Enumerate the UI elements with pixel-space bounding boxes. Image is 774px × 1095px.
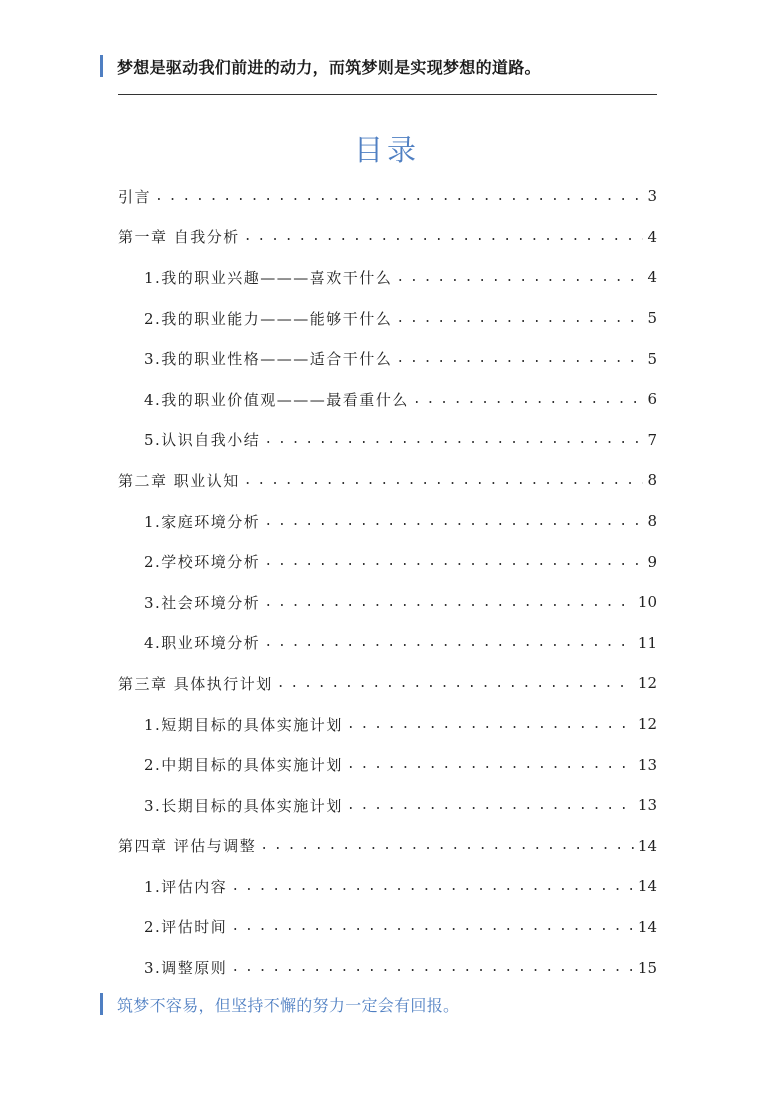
toc-entry-2-1[interactable] xyxy=(118,501,657,542)
toc-dot-leader xyxy=(244,229,644,244)
toc-entry-label: 1.我的职业兴趣———喜欢干什么 xyxy=(144,268,393,287)
toc-dot-leader xyxy=(413,392,644,407)
toc-entry-label: 1.评估内容 xyxy=(144,877,228,896)
toc-entry-1-4[interactable] xyxy=(118,379,657,420)
toc-entry-1-5[interactable] xyxy=(118,420,657,461)
toc-dot-leader xyxy=(264,432,643,447)
toc-dot-leader xyxy=(396,311,643,326)
toc-entry-label: 第一章 自我分析 xyxy=(118,228,240,247)
footer-quote xyxy=(100,991,459,1017)
toc-dot-leader xyxy=(396,270,643,285)
toc-dot-leader xyxy=(347,717,634,732)
toc-entry-label: 2.评估时间 xyxy=(144,918,228,937)
toc-entry-3-2[interactable] xyxy=(118,744,657,785)
toc-entry-page: 12 xyxy=(637,674,657,693)
toc-dot-leader xyxy=(264,635,634,650)
toc-entry-label: 4.我的职业价值观———最看重什么 xyxy=(144,390,409,409)
toc-entry-label: 1.家庭环境分析 xyxy=(144,512,261,531)
toc-entry-chapter-4[interactable] xyxy=(118,826,657,867)
toc-entry-label: 2.学校环境分析 xyxy=(144,553,261,572)
toc-entry-page: 6 xyxy=(647,390,657,409)
toc-entry-label: 3.调整原则 xyxy=(144,959,228,978)
toc-dot-leader xyxy=(347,798,634,813)
toc-dot-leader xyxy=(347,757,634,772)
toc-dot-leader xyxy=(231,919,634,934)
header-divider xyxy=(118,94,657,95)
toc-dot-leader xyxy=(264,514,643,529)
toc-entry-page: 4 xyxy=(647,268,657,287)
toc-entry-page: 8 xyxy=(647,471,657,490)
toc-entry-1-3[interactable] xyxy=(118,338,657,379)
toc-dot-leader xyxy=(396,351,643,366)
toc-dot-leader xyxy=(264,554,643,569)
toc-entry-page: 4 xyxy=(647,227,657,246)
toc-entry-label: 2.中期目标的具体实施计划 xyxy=(144,756,343,775)
footer-quote-text: 筑梦不容易，但坚持不懈的努力一定会有回报。 xyxy=(117,995,460,1015)
toc-entry-label: 3.我的职业性格———适合干什么 xyxy=(144,350,393,369)
toc-dot-leader xyxy=(260,838,634,853)
toc-entry-page: 13 xyxy=(637,755,657,774)
toc-entry-1-1[interactable] xyxy=(118,257,657,298)
toc-entry-2-3[interactable] xyxy=(118,582,657,623)
toc-entry-chapter-3[interactable] xyxy=(118,663,657,704)
toc-entry-label: 3.长期目标的具体实施计划 xyxy=(144,796,343,815)
toc-entry-page: 8 xyxy=(647,512,657,531)
toc-entry-chapter-1[interactable] xyxy=(118,217,657,258)
toc-entry-page: 13 xyxy=(637,796,657,815)
toc-entry-label: 2.我的职业能力———能够干什么 xyxy=(144,309,393,328)
footer-accent-bar xyxy=(100,993,103,1015)
toc-entry-page: 11 xyxy=(637,633,657,652)
toc-entry-intro[interactable] xyxy=(118,176,657,217)
toc-entry-page: 7 xyxy=(647,430,657,449)
toc-entry-chapter-2[interactable] xyxy=(118,460,657,501)
toc-entry-page: 14 xyxy=(637,836,657,855)
toc-dot-leader xyxy=(231,960,634,975)
header-accent-bar xyxy=(100,55,103,77)
toc-dot-leader xyxy=(264,595,634,610)
toc-entry-page: 3 xyxy=(647,187,657,206)
toc-entry-label: 1.短期目标的具体实施计划 xyxy=(144,715,343,734)
toc-entry-3-3[interactable] xyxy=(118,785,657,826)
toc-entry-label: 引言 xyxy=(118,187,152,206)
toc-entry-label: 3.社会环境分析 xyxy=(144,593,261,612)
toc-dot-leader xyxy=(231,879,634,894)
toc-entry-4-2[interactable] xyxy=(118,907,657,948)
toc-entry-4-3[interactable] xyxy=(118,947,657,988)
toc-entry-page: 5 xyxy=(647,309,657,328)
toc-entry-4-1[interactable] xyxy=(118,866,657,907)
toc-dot-leader xyxy=(155,189,643,204)
toc-entry-3-1[interactable] xyxy=(118,704,657,745)
toc-entry-2-2[interactable] xyxy=(118,541,657,582)
toc-entry-label: 第四章 评估与调整 xyxy=(118,837,257,856)
toc-entry-page: 9 xyxy=(647,552,657,571)
toc-entry-label: 5.认识自我小结 xyxy=(144,431,261,450)
toc-entry-page: 5 xyxy=(647,349,657,368)
toc-entry-page: 14 xyxy=(637,917,657,936)
table-of-contents xyxy=(118,176,657,988)
toc-dot-leader xyxy=(277,676,634,691)
toc-entry-label: 第二章 职业认知 xyxy=(118,471,240,490)
toc-dot-leader xyxy=(244,473,644,488)
toc-entry-label: 第三章 具体执行计划 xyxy=(118,674,273,693)
toc-title: 目录 xyxy=(353,133,420,167)
header-quote-text: 梦想是驱动我们前进的动力，而筑梦则是实现梦想的道路。 xyxy=(117,57,541,77)
toc-entry-2-4[interactable] xyxy=(118,623,657,664)
header-quote xyxy=(100,53,541,79)
toc-entry-page: 14 xyxy=(637,877,657,896)
toc-entry-page: 12 xyxy=(637,715,657,734)
toc-entry-label: 4.职业环境分析 xyxy=(144,634,261,653)
toc-entry-page: 15 xyxy=(637,958,657,977)
toc-entry-page: 10 xyxy=(637,593,657,612)
toc-entry-1-2[interactable] xyxy=(118,298,657,339)
